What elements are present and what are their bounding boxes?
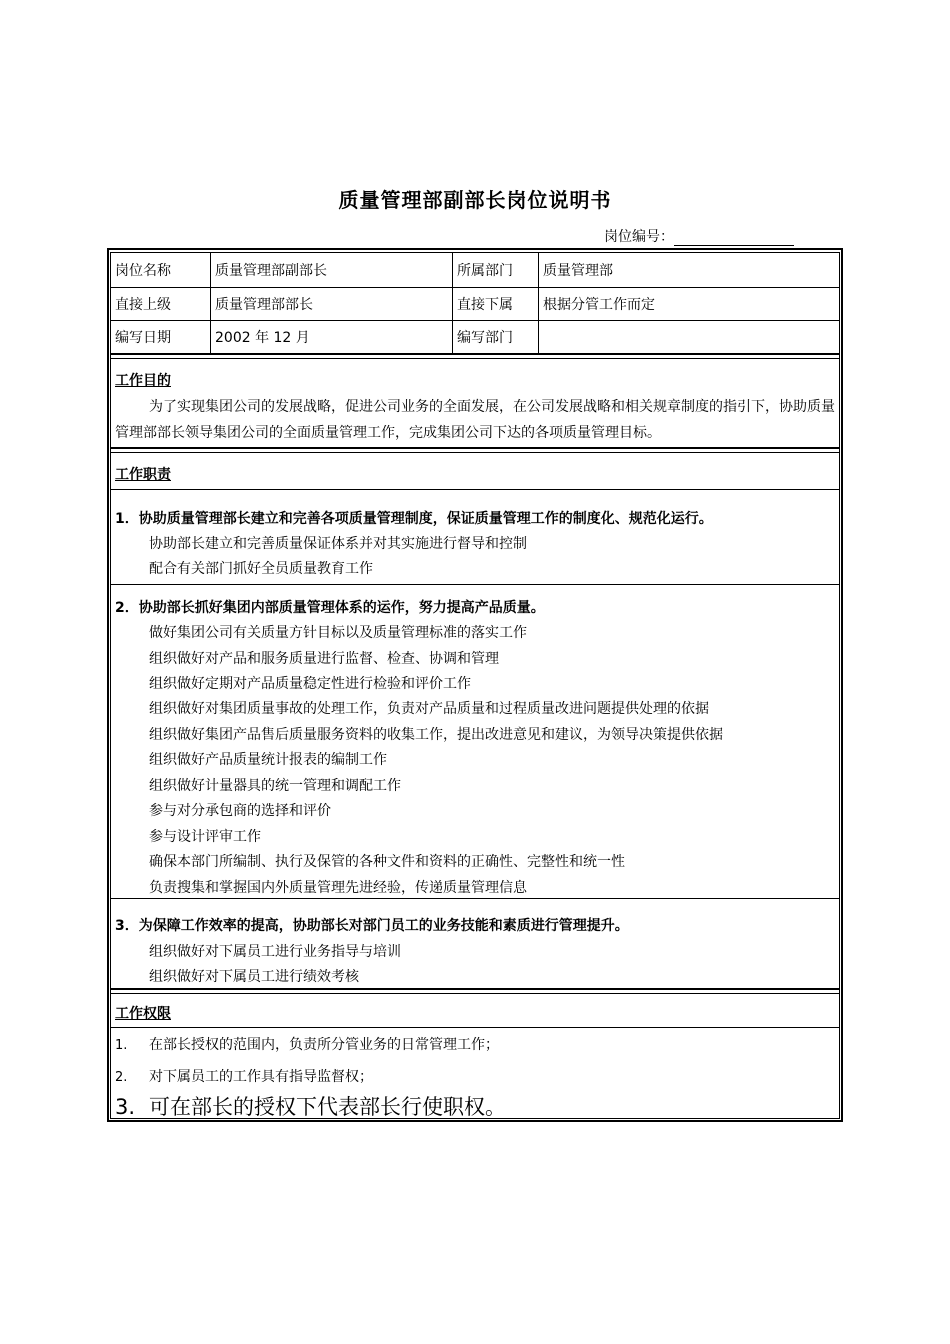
position-code-label: 岗位编号： [604, 229, 674, 245]
info-label-subordinate: 直接下属 [453, 288, 539, 320]
info-label-superior: 直接上级 [111, 288, 211, 320]
duty-heading-1: 1．协助质量管理部长建立和完善各项质量管理制度，保证质量管理工作的制度化、规范化运行。 [115, 511, 713, 527]
duty-item: 负责搜集和掌握国内外质量管理先进经验，传递质量管理信息 [149, 880, 527, 896]
duty-item: 组织做好对下属员工进行绩效考核 [149, 969, 359, 985]
info-row-2 [111, 288, 839, 320]
info-label-date: 编写日期 [111, 321, 211, 353]
position-code-blank[interactable] [674, 231, 794, 246]
info-row-1 [111, 253, 839, 287]
duty-item: 协助部长建立和完善质量保证体系并对其实施进行督导和控制 [149, 536, 527, 552]
duty-item: 组织做好定期对产品质量稳定性进行检验和评价工作 [149, 676, 471, 692]
duty-item: 组织做好对下属员工进行业务指导与培训 [149, 944, 401, 960]
duty-item: 组织做好对集团质量事故的处理工作，负责对产品质量和过程质量改进问题提供处理的依据 [149, 701, 709, 717]
info-row-3 [111, 321, 839, 353]
info-label-writing-dept: 编写部门 [453, 321, 539, 353]
duty-heading-3: 3．为保障工作效率的提高，协助部长对部门员工的业务技能和素质进行管理提升。 [115, 918, 629, 934]
info-value-department: 质量管理部 [543, 263, 613, 279]
info-value-date: 2002 年 12 月 [211, 321, 453, 353]
purpose-title: 工作目的 [115, 373, 171, 389]
authority-title: 工作权限 [115, 1006, 171, 1022]
duty-item: 参与设计评审工作 [149, 829, 261, 845]
duty-item: 组织做好对产品和服务质量进行监督、检查、协调和管理 [149, 651, 499, 667]
info-label-department: 所属部门 [453, 253, 539, 287]
authority-item: 3. 可在部长的授权下代表部长行使职权。 [115, 1095, 506, 1119]
duties-title: 工作职责 [115, 467, 171, 483]
duty-item: 组织做好计量器具的统一管理和调配工作 [149, 778, 401, 794]
authority-item: 1. 在部长授权的范围内，负责所分管业务的日常管理工作； [115, 1037, 499, 1053]
info-value-subordinate: 根据分管工作而定 [543, 297, 655, 313]
position-code [604, 226, 794, 246]
duty-item: 参与对分承包商的选择和评价 [149, 803, 331, 819]
info-value-superior: 质量管理部部长 [211, 288, 453, 320]
job-description-table [110, 252, 840, 1119]
info-value-writing-dept [539, 321, 839, 353]
duty-heading-2: 2．协助部长抓好集团内部质量管理体系的运作，努力提高产品质量。 [115, 600, 545, 616]
duty-item: 组织做好产品质量统计报表的编制工作 [149, 752, 387, 768]
duty-item: 配合有关部门抓好全员质量教育工作 [149, 561, 373, 577]
purpose-text: 为了实现集团公司的发展战略，促进公司业务的全面发展，在公司发展战略和相关规章制度的指引下，协助质量管理部部长领导集团公司的全面质量管理工作，完成集团公司下达的各项质量管理目标。 [115, 399, 835, 441]
duty-item: 做好集团公司有关质量方针目标以及质量管理标准的落实工作 [149, 625, 527, 641]
document-title: 质量管理部副部长岗位说明书 [338, 188, 612, 212]
duty-item: 确保本部门所编制、执行及保管的各种文件和资料的正确性、完整性和统一性 [149, 854, 625, 870]
info-value-position: 质量管理部副部长 [211, 253, 453, 287]
info-label-position: 岗位名称 [111, 253, 211, 287]
duty-item: 组织做好集团产品售后质量服务资料的收集工作，提出改进意见和建议，为领导决策提供依据 [149, 727, 723, 743]
authority-item: 2. 对下属员工的工作具有指导监督权； [115, 1069, 373, 1085]
